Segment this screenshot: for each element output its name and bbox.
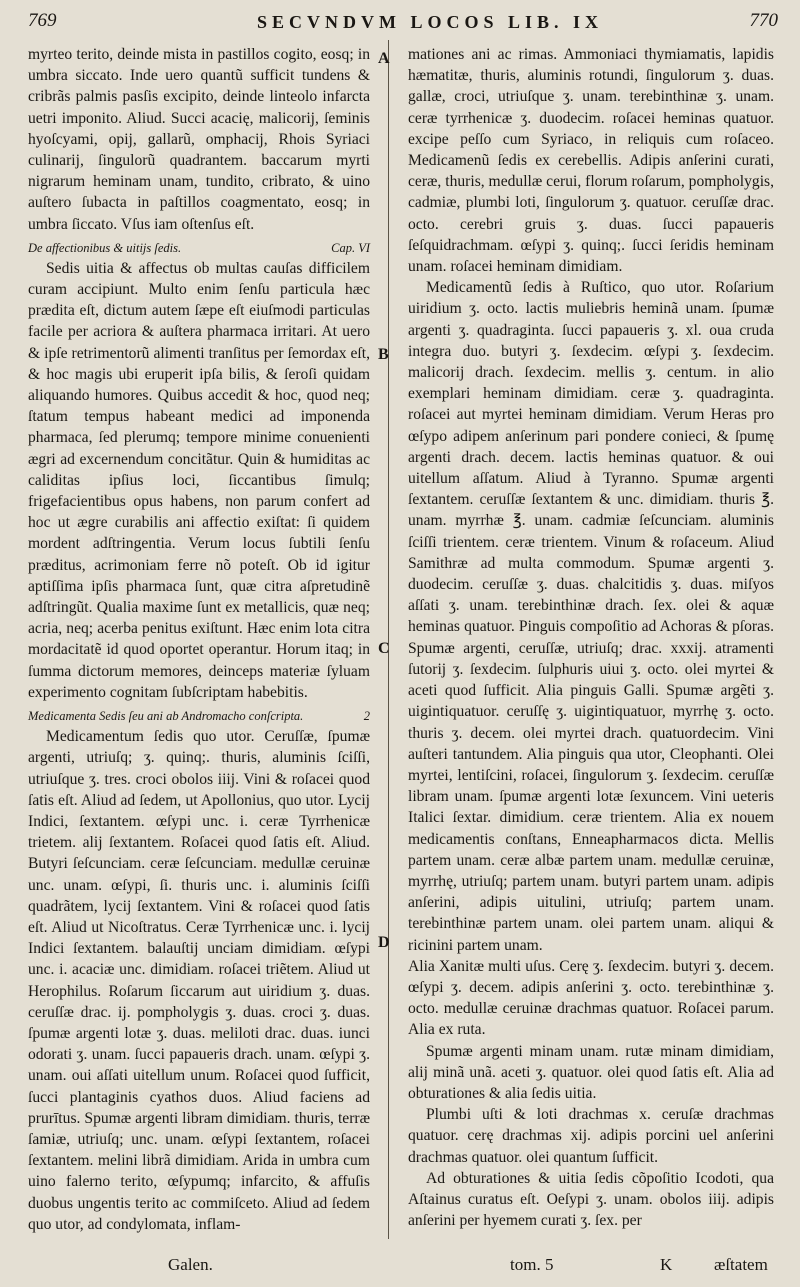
signature-mark: K xyxy=(660,1255,673,1274)
page-number-left: 769 xyxy=(28,10,57,31)
paragraph: myrteo terito, deinde mista in pastillos cogito, eosq; in umbra siccato. Inde uero quantũ sufficit tundens & cribrãs palmis pasſis excipito, deinde linteolo infarcta uetri imponito. Aliud. Succi acacię, malicorij, ſeminis hyoſcyami, opij, gallarũ, omphacij, Rhois Syriaci culinarij, ſingulorũ quadrantem. baccarum myrti nigrarum heminam unam, tundito, cribrato, & uino auſtero ſubacta in paſtillos coagmentato, eosq; in umbra ſiccato. Vſus iam oſtenſus eſt. xyxy=(28,46,370,233)
chapter-heading xyxy=(28,238,370,258)
running-head xyxy=(0,8,800,38)
section-heading-title: Medicamenta Sedis ſeu ani ab Andromacho conſcripta. xyxy=(28,709,304,724)
right-column xyxy=(408,44,774,1231)
paragraph: Alia Xanitæ multi uſus. Cerę ʒ. ſexdecim. butyri ʒ. decem. œſypi ʒ. decem. adipis anſerini ʒ. octo. terebinthinæ ʒ. octo. medullæ ceruinæ drachmas quatuor. Roſacei parum. Alia ex ruta. xyxy=(408,957,774,1039)
paragraph: Medicamentum ſedis quo utor. Ceruſſæ, ſpumæ argenti, utriuſq; ʒ. quinq;. thuris, aluminis ſciſſi, utriuſque ʒ. tres. croci obolos iiij. Vini & roſacei quod ſatis eſt. Aliud ad ſedem, ut Apollonius, quo utor. Lycij Indici, ſextantem. œſypi unc. i. ceræ Tyrrhenicæ trietem. alij ſextantem. Roſacei quod ſatis eſt. Aliud. Butyri ſeſcunciam. ceræ ſeſcunciam. medullæ ceruinæ unc. unam. œſypi, ſi. thuris unc. i. aluminis ſciſſi quadrãtem, lycij ſextantem. Vini & roſacei quod ſatis eſt. Aliud ut Nicoſtratus. Ceræ Tyrrhenicæ unc. i. lycij Indici ſextantem. balauſtij unciam dimidiam. œſypi unc. i. acaciæ unc. dimidiam. roſacei triẽtem. Aliud ut Herophilus. Roſarum ſiccarum aut uiridium ʒ. duas. ceruſſæ drac. ij. pompholygis ʒ. duas. croci ʒ. duas. ſpumæ argenti lotæ ʒ. duas. meliloti drac. duas. iunci odorati ʒ. unam. ſucci papaueris drach. unam. œſypi ʒ. unam. oui aſſati uitellum unum. Roſacei quod ſufficit, ſucci plantaginis cyathos duos. Aliud faciens ad prurītus. Spumæ argenti libram dimidiam. thuris, terræ ſamiæ, utriuſq; unc. unam. œſypi ſextantem, roſacei ſextantem. melini librã dimidiam. Arida in umbra cum uino falerno terito, œſypumq; infarcito, & affuſis duobus ungentis terito ac commiſceto. Aliud ad ſedem quo utor, ad condylomata, inflam- xyxy=(28,728,370,1233)
section-number: 2 xyxy=(363,709,370,724)
paragraph: Plumbi uſti & loti drachmas x. ceruſæ drachmas quatuor. cerę drachmas xij. adipis porcini uel anſerini drachmas quatuor. olei quantum ſufficit. xyxy=(408,1106,774,1166)
chapter-number: Cap. VI xyxy=(331,240,370,255)
margin-letter-c: C xyxy=(378,640,390,657)
page-number-right: 770 xyxy=(749,10,778,31)
margin-letter-b: B xyxy=(378,346,389,363)
margin-letter-d: D xyxy=(378,934,390,951)
footer-volume: tom. 5 xyxy=(510,1255,554,1274)
paragraph: mationes ani ac rimas. Ammoniaci thymiamatis, lapidis hæmatitæ, thuris, aluminis rotundi, ſingulorum ʒ. duas. gallæ, croci, utriuſque ʒ. unam. terebinthinæ ʒ. unam. ceræ tyrrhenicæ ʒ. duodecim. roſacei heminas quatuor. excipe peſſo cum Syriaco, in reliquis cum roſaceo. Medicamenũ ſedis ex cerebellis. Adipis anſerini curati, ceræ, thuris, medullæ cerui, florum roſarum, pompholygis, cadmiæ, plumbi loti, ſingulorum ʒ. quatuor. ceruſſæ drac. octo. cerebri gruis ʒ. duas. ſucci papaueris ſeſquidrachmam. œſypi ʒ. quinq;. ſucci ſeridis heminam unam. roſacei heminam dimidiam. xyxy=(408,46,774,276)
paragraph: Spumæ argenti minam unam. rutæ minam dimidiam, alij minã unã. aceti ʒ. quatuor. olei quod ſatis eſt. Alia ad obturationes & alia ſedis uitia. xyxy=(408,1042,774,1102)
page-footer xyxy=(0,1251,800,1281)
paragraph: Ad obturationes & uitia ſedis cõpoſitio Icodoti, qua Aſtainus curatus eſt. Oeſypi ʒ. unam. obolos iiij. adipis anſerini per hyemem curati ʒ. ſex. per xyxy=(408,1169,774,1230)
running-title: SECVNDVM LOCOS LIB. IX xyxy=(256,12,604,32)
paragraph: Medicamentũ ſedis à Ruſtico, quo utor. Roſarium uiridium ʒ. octo. lactis muliebris heminã unam. ſpumæ argenti ʒ. quadraginta. ſucci papaueris ʒ. xl. oua cruda integra duo. butyri ʒ. ſexdecim. œſypi ʒ. ſexdecim. malicorij drach. ſexdecim. mellis ʒ. centum. in alio exemplari heminam dimidiam. ceræ ʒ. quadraginta. roſacei aut myrtei heminam dimidiam. Verum Heras pro œſypo adipem anſerinum pari pondere conieci, & ſpumę argenti drach. decem. lactis heminas quatuor. & oui uitellum aſſatum. Aliud à Tyranno. Spumæ argenti ſextantem. ceruſſæ ſextantem & unc. dimidiam. thuris ℥. unam. myrrhæ ℥. unam. cadmiæ ſeſcunciam. aluminis ſciſſi trientem. ceræ trientem. Vinum & roſaceum. Aliud Samithræ ad multa commodum. Spumæ argenti ʒ. duodecim. ceruſſæ ʒ. duas. chalcitidis ʒ. duas. miſyos aſſati ʒ. unam. terebinthinæ drach. ſex. olei & aquæ heminas quatuor. Pinguis compoſitio ad Achoras & pſoras. Spumæ argenti, ceruſſæ, utriuſq; drac. xxxij. atramenti ſutorij ʒ. ſexdecim. ſulphuris uiui ʒ. octo. olei myrtei & aceti quod ſufficit. Alia pinguis Galli. Spumæ argẽti ʒ. uigintiquatuor. ceruſſę ʒ. uigintiquatuor, myrrhę ʒ. octo. thuris ʒ. decem. olei myrtei drach. quatuordecim. Vini auſteri tantundem. Alia pinguis qua utor, Cleophanti. Olei myrtei, lentiſcini, roſacei, ſingulorum ʒ. ſexdecim. ceruſſæ libram unam. ſpumæ argenti lotæ ſexuncem. Vini ueteris Italici ſextar. dimidium. ceræ trientem. Alia ex nouem medicamentis conſtans, Enneapharmacos dicta. Mellis partem unam. ceræ albæ partem unam. medullæ ceruinæ, myrrhę, utriuſq; partem unam. butyri partem unam. adipis anſerini, adipis uitulini, utriuſq; partem unam. terebinthinæ partem unam. olei partem unam. aliqui & ricinini partem unam. xyxy=(408,279,774,954)
margin-letter-a: A xyxy=(378,50,390,67)
left-column xyxy=(28,44,370,1235)
section-heading xyxy=(28,706,370,726)
paragraph: Sedis uitia & affectus ob multas cauſas difficilem curam accipiunt. Multo enim ſenſu particula hæc prædita eſt, dictum autem ſæpe eſt eiuſmodi particulas facile per acriora & auſtera pharmaca irritari. At uero & ipſe retrimentorũ alimenti tranſitus per ſemordax eſt, & hoc magis ubi eruperit ipſa bilis, & ſeroſi quidam aliquando humores. Quibus accedit & hoc, quod neq; ſtatum tempus habeant medici ad imponenda pharmaca, ſed plerumq; tempore minime conuenienti ægri ad excernendum concitãtur. Quin & humiditas ac caliditas ipſius loci, ſiccantibus ſimulq; frigefacientibus opus habens, non parum confert ad hoc ut ægre curabilis ani affectio exiſtat: ſi quidem mordent adſtringentia. Verum locus ſubtili ſenſu præditus, acrimoniam ferre nõ poteſt. Ob id igitur aptiſſima ipſis pharmaca ſunt, quæ citra aſpretudinẽ adſtringũt. Qualia maxime ſunt ex metallicis, quæ neq; acria, neq; acerba penitus exiſtunt. Hæc enim lota citra mordacitatẽ id quod oportet operantur. Horum itaq; in ſumma dictorum memores, deinceps materiæ ſyluam experimento cognitam ſubſcriptam habebitis. xyxy=(28,259,370,701)
footer-author: Galen. xyxy=(168,1255,213,1274)
catchword: æſtatem xyxy=(714,1255,768,1274)
chapter-heading-title: De affectionibus & uitijs ſedis. xyxy=(28,240,182,255)
